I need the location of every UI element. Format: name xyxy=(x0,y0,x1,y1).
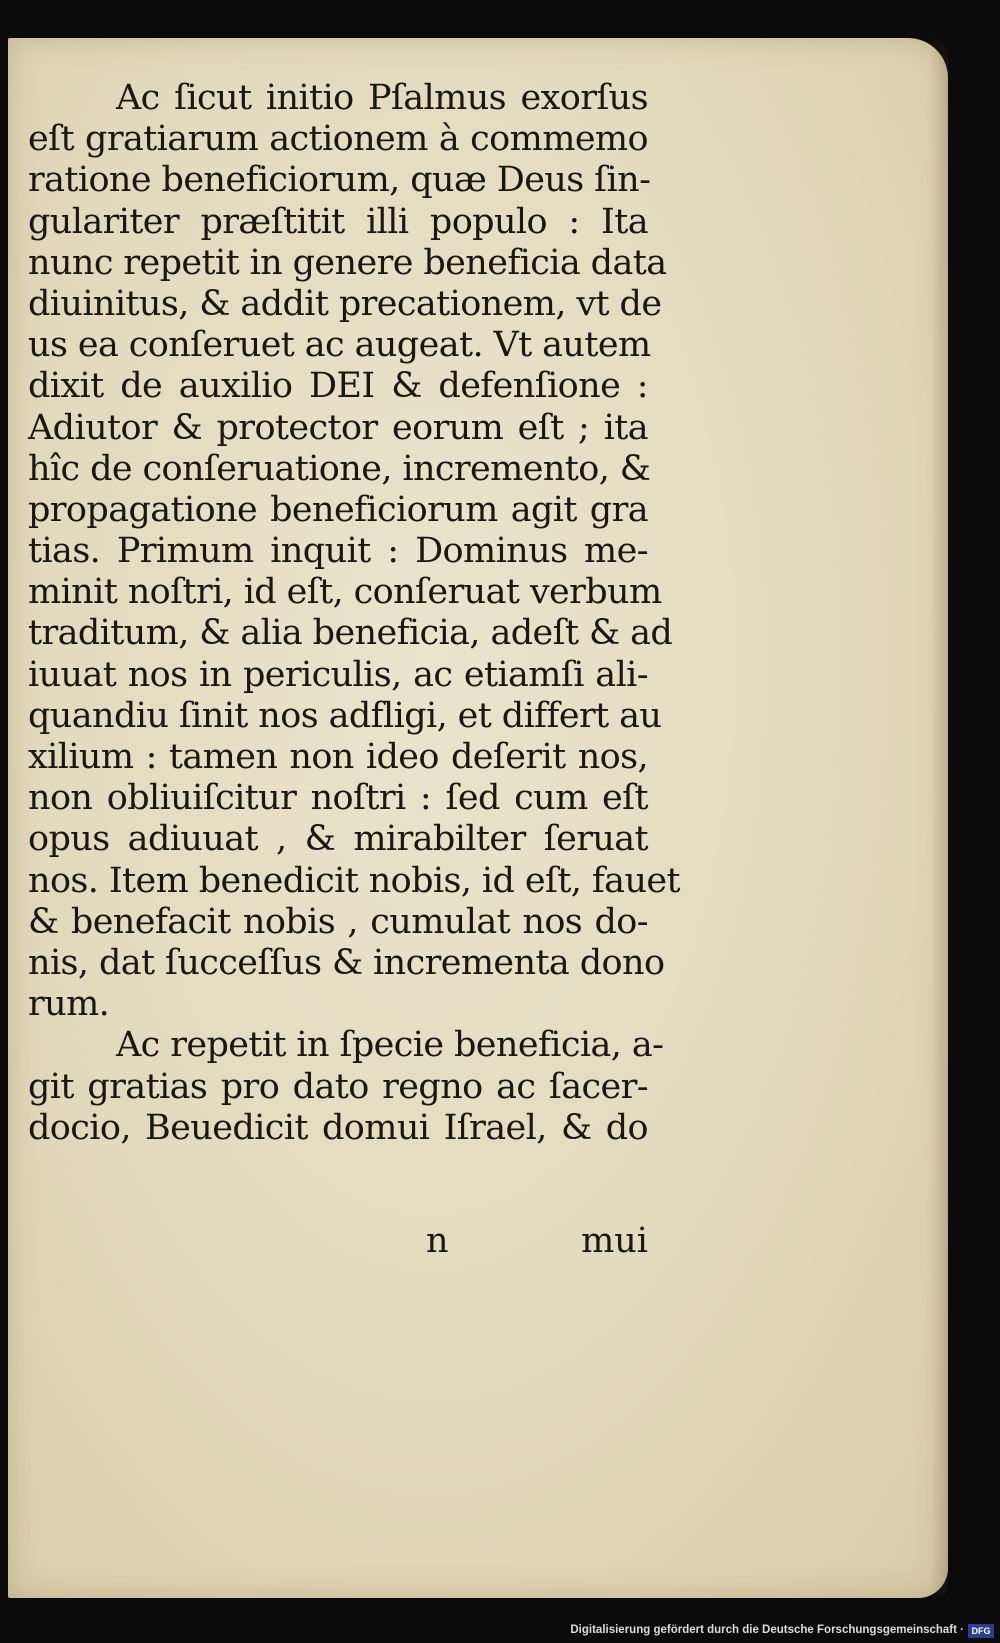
text-line: nos. Item benedicit nobis, id eſt, fauet xyxy=(28,860,680,901)
text-line: gulariter præſtitit illi populo : Ita xyxy=(28,201,648,242)
text-line: ratione beneficiorum, quæ Deus ſin‑ xyxy=(28,160,651,201)
text-line: nunc repetit in genere beneficia data xyxy=(28,242,667,283)
text-line: iuuat nos in periculis, ac etiamſi ali‑ xyxy=(28,654,648,695)
text-line: non obliuiſcitur noſtri : ſed cum eſt xyxy=(28,778,648,819)
catchword-line xyxy=(28,1221,648,1262)
catchword: mui xyxy=(581,1221,648,1261)
text-line: rum. xyxy=(28,984,110,1025)
text-line: us ea conſeruet ac augeat. Vt autem xyxy=(28,325,651,366)
text-line: opus adiuuat , & mirabilter ſeruat xyxy=(28,819,648,860)
dfg-credit-text: Digitalisierung gefördert durch die Deutsche Forschungsgemeinschaft · xyxy=(570,1624,964,1636)
dfg-logo-icon: DFG xyxy=(968,1624,994,1638)
text-line: Ac repetit in ſpecie beneficia, a‑ xyxy=(116,1025,664,1066)
text-block xyxy=(28,78,680,1149)
text-line: traditum, & alia beneficia, adeſt & ad xyxy=(28,613,673,654)
text-line: diuinitus, & addit precationem, vt de xyxy=(28,283,662,324)
text-line: docio, Beuedicit domui Iſrael, & do xyxy=(28,1107,648,1148)
text-line: git gratias pro dato regno ac ſacer‑ xyxy=(28,1066,648,1107)
text-line: nis, dat ſucceſſus & incrementa dono xyxy=(28,942,665,983)
text-line: & benefacit nobis , cumulat nos do‑ xyxy=(28,901,648,942)
text-line: dixit de auxilio DEI & defenſione : xyxy=(28,366,648,407)
text-line: quandiu ſinit nos adfligi, et differt au xyxy=(28,695,662,736)
text-line: eſt gratiarum actionem à commemo xyxy=(28,119,648,160)
page-edge-shadow xyxy=(930,38,948,1598)
text-line: xilium : tamen non ideo deſerit nos, xyxy=(28,737,648,777)
text-line: hîc de conſeruatione, incremento, & xyxy=(28,448,651,489)
text-line: Ac ſicut initio Pſalmus exorſus xyxy=(116,78,648,118)
text-line: propagatione beneficiorum agit gra xyxy=(28,489,648,530)
signature-mark: n xyxy=(426,1221,449,1261)
text-line: Adiutor & protector eorum eſt ; ita xyxy=(28,407,648,448)
digitization-footer xyxy=(0,1622,1000,1643)
text-line: tias. Primum inquit : Dominus me‑ xyxy=(28,531,648,572)
text-line: minit noſtri, id eſt, conſeruat verbum xyxy=(28,572,662,613)
